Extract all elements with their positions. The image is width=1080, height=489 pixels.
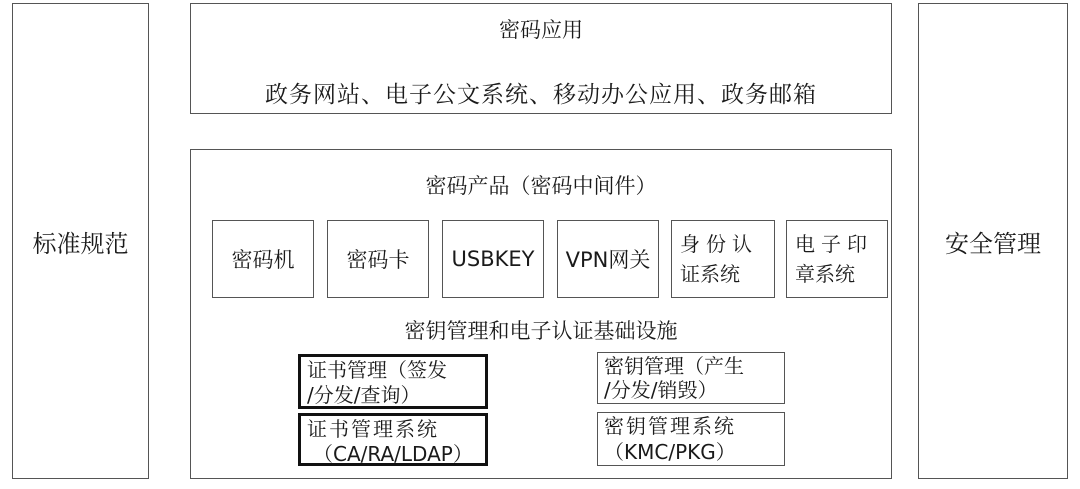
crypto-application-section [190,3,892,114]
product-identity-auth-system [671,220,775,298]
product-label: USBKEY [451,247,535,271]
standards-panel [12,3,149,479]
cert-management-line2: /分发/查询） [307,383,421,407]
product-crypto-machine [212,220,314,298]
product-usbkey [442,220,544,298]
crypto-product-section [190,149,892,479]
security-management-label: 安全管理 [945,229,1041,258]
product-label-line2: 章系统 [795,262,855,286]
crypto-application-title: 密码应用 [499,18,583,42]
product-vpn-gateway [557,220,659,298]
cert-management-system-box [298,413,488,466]
cert-management-box [298,354,488,409]
product-e-seal-system [786,220,888,298]
crypto-product-title: 密码产品（密码中间件） [425,174,657,198]
key-management-system-box [597,412,785,466]
product-crypto-card [327,220,429,298]
key-system-line1: 密钥管理系统 [604,414,736,438]
key-management-line2: /分发/销毁） [604,378,718,402]
cert-management-line1: 证书管理（签发 [307,358,447,382]
key-system-line2: （KMC/PKG） [604,440,736,464]
cert-system-line1: 证书管理系统 [307,417,439,441]
product-label: 密码机 [231,248,295,272]
key-management-line1: 密钥管理（产生 [604,354,744,378]
product-label-line1: 身份认 [680,232,758,256]
cert-system-line2: （CA/RA/LDAP） [313,442,473,466]
standards-label: 标准规范 [32,229,129,258]
product-label-line1: 电子印 [795,232,873,256]
security-management-panel [918,3,1068,479]
key-management-box [597,352,785,404]
product-label: 密码卡 [346,248,410,272]
infrastructure-title: 密钥管理和电子认证基础设施 [404,319,678,343]
product-label: VPN网关 [565,248,651,272]
crypto-application-content: 政务网站、电子公文系统、移动办公应用、政务邮箱 [265,82,817,108]
product-label-line2: 证系统 [680,262,740,286]
